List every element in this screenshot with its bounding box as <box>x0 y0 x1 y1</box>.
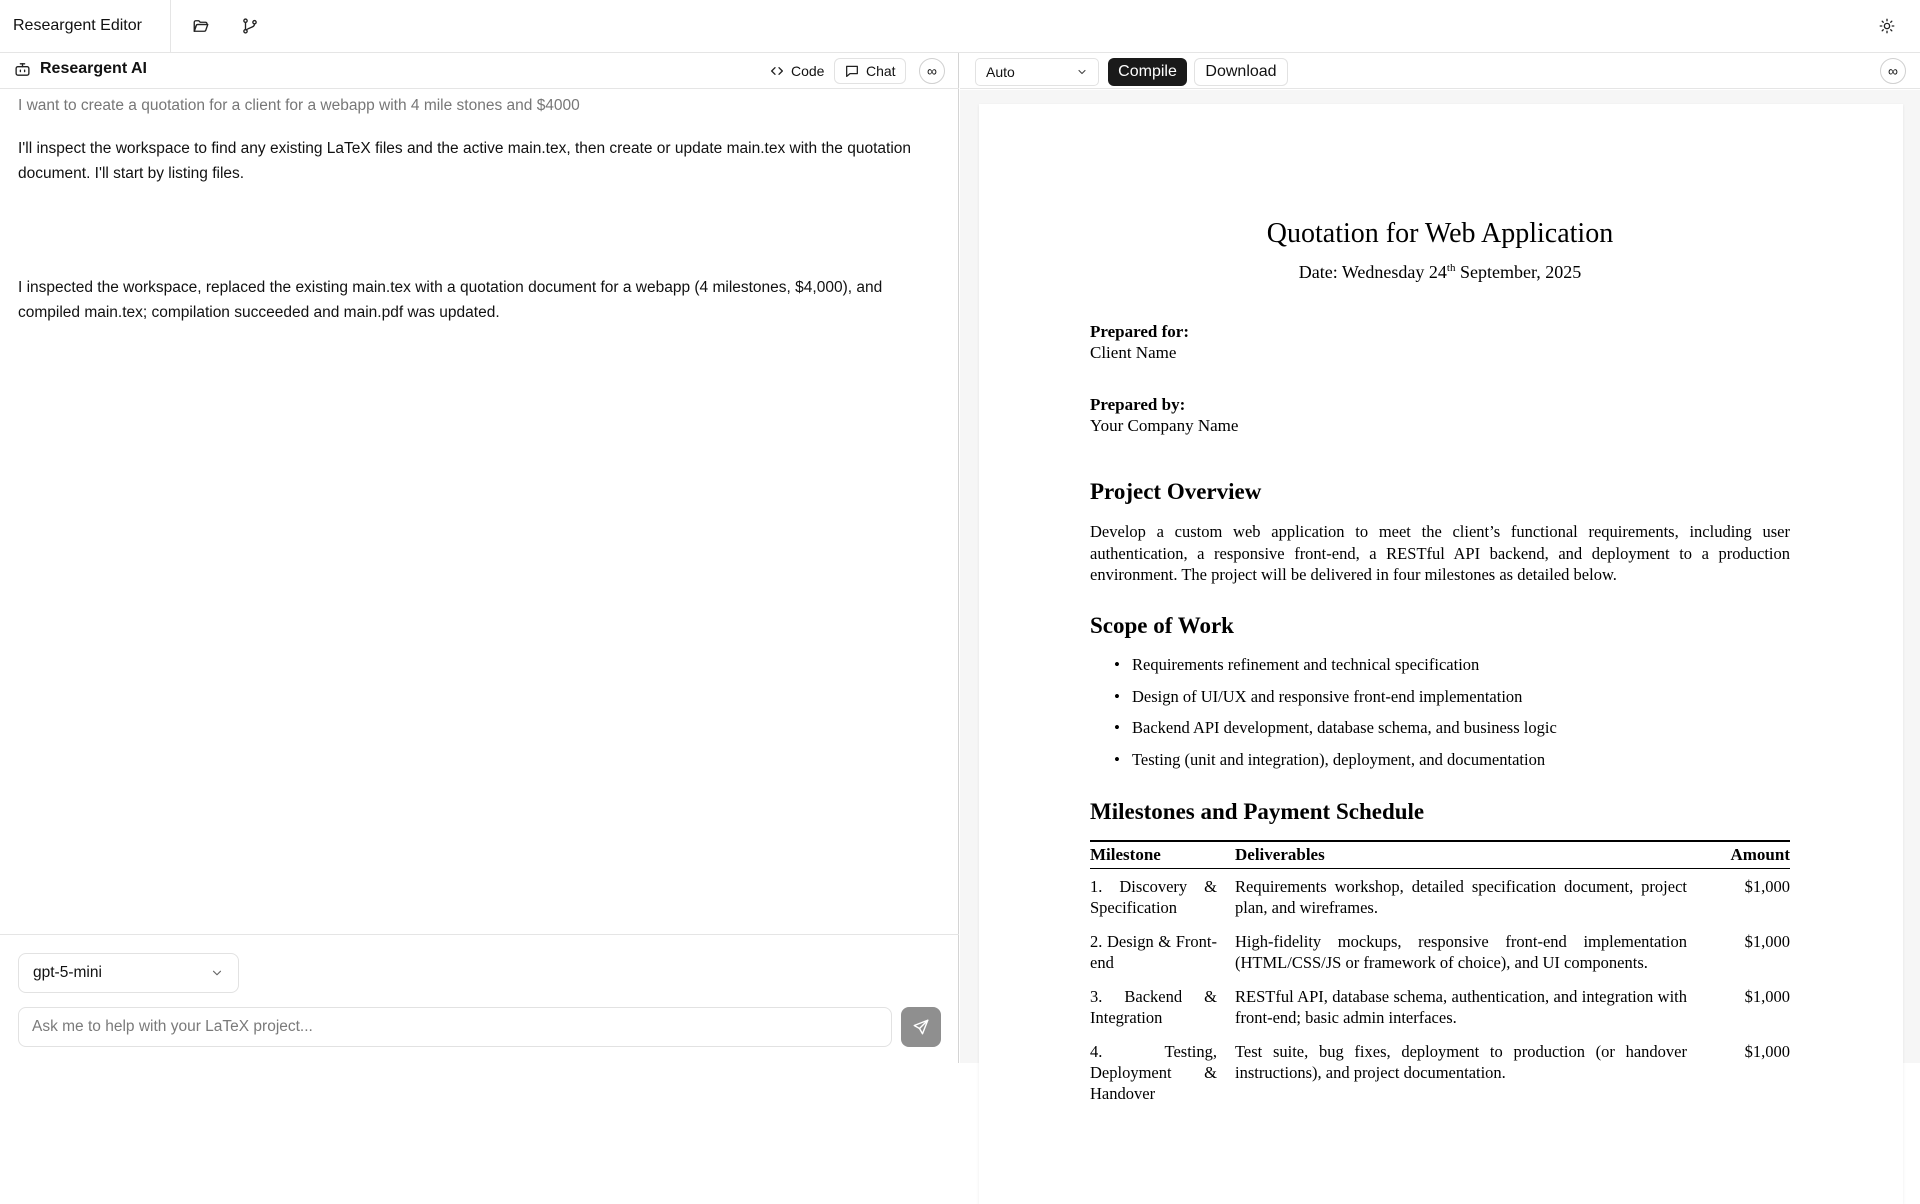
download-button[interactable]: Download <box>1194 58 1288 86</box>
overview-paragraph: Develop a custom web application to meet the client’s functional requirements, including user authentication, a responsive front-end, a RESTful API backend, and deployment to a production environment. The project will be delivered in four milestones as detailed below. <box>1090 522 1790 584</box>
user-message: I want to create a quotation for a client for a webapp with 4 mile stones and $4000 <box>18 97 580 114</box>
date-suffix: September, 2025 <box>1455 262 1582 282</box>
folder-open-icon[interactable] <box>188 13 214 39</box>
model-select[interactable] <box>18 953 239 993</box>
chat-panel <box>0 53 959 1063</box>
prepared-by-value: Your Company Name <box>1090 416 1239 435</box>
compile-mode-value: Auto <box>986 64 1015 80</box>
chat-panel-header <box>0 53 959 89</box>
milestone-amount: $1,000 <box>1744 1042 1790 1061</box>
chevron-down-icon <box>210 966 224 980</box>
composer-divider <box>0 934 959 935</box>
scope-item: • Design of UI/UX and responsive front-end implementation <box>1114 686 1790 718</box>
milestone-deliverables: High-fidelity mockups, responsive front-end implementation (HTML/CSS/JS or framework of choice), and UI components. <box>1235 932 1687 972</box>
model-select-value: gpt-5-mini <box>33 964 102 981</box>
document-date <box>1090 262 1790 283</box>
table-header-row <box>1090 841 1790 869</box>
document-title: Quotation for Web Application <box>1266 218 1614 249</box>
date-prefix: Date: Wednesday 24 <box>1298 262 1447 282</box>
tab-code[interactable] <box>760 58 833 84</box>
milestone-deliverables: Requirements workshop, detailed specification document, project plan, and wireframes. <box>1235 877 1687 917</box>
top-bar <box>0 0 1920 53</box>
milestone-name: 4. Testing, Deployment & Handover <box>1090 1042 1217 1103</box>
chevron-down-icon <box>1076 66 1088 78</box>
milestones-heading: Milestones and Payment Schedule <box>1090 799 1425 824</box>
chat-panel-title <box>14 60 147 78</box>
git-branch-icon[interactable] <box>237 13 263 39</box>
table-row <box>1090 979 1790 1034</box>
sun-icon[interactable] <box>1874 13 1900 39</box>
preview-more-button[interactable]: ∞ <box>1880 58 1906 84</box>
chat-input[interactable] <box>18 1007 892 1047</box>
tab-code-label: Code <box>791 63 825 79</box>
compile-button[interactable]: Compile <box>1108 58 1187 86</box>
prepared-for-label: Prepared for: <box>1090 322 1189 341</box>
milestones-table <box>1090 840 1790 1110</box>
milestone-deliverables: Test suite, bug fixes, deployment to production (or handover instructions), and project documentation. <box>1235 1042 1687 1082</box>
date-ordinal: th <box>1446 262 1456 274</box>
send-icon <box>912 1018 930 1036</box>
assistant-message: I inspected the workspace, replaced the existing main.tex with a quotation document for a webapp (4 milestones, $4,000), and compiled main.tex; compilation succeeded and main.pdf was updated. <box>18 279 883 321</box>
scope-item: • Requirements refinement and technical specification <box>1114 654 1790 686</box>
pdf-viewer[interactable] <box>960 90 1920 1103</box>
prepared-by-label: Prepared by: <box>1090 395 1186 414</box>
header-milestone: Milestone <box>1090 845 1161 864</box>
preview-panel <box>960 53 1920 1103</box>
message-square-icon <box>844 63 860 79</box>
milestone-deliverables: RESTful API, database schema, authentication, and integration with front-end; basic admin interfaces. <box>1235 987 1687 1027</box>
table-row <box>1090 869 1790 925</box>
table-row <box>1090 1034 1790 1110</box>
compile-mode-select[interactable] <box>975 58 1099 86</box>
scope-item: • Testing (unit and integration), deployment, and documentation <box>1114 749 1790 781</box>
milestone-amount: $1,000 <box>1744 932 1790 951</box>
prepared-for-value: Client Name <box>1090 343 1177 362</box>
tab-chat-label: Chat <box>866 63 896 79</box>
milestone-name: 2. Design & Front-end <box>1090 932 1217 972</box>
assistant-message: I'll inspect the workspace to find any existing LaTeX files and the active main.tex, then create or update main.tex with the quotation document. I'll start by listing files. <box>18 140 911 182</box>
milestone-amount: $1,000 <box>1744 987 1790 1006</box>
pdf-page <box>979 104 1903 1204</box>
milestone-name: 1. Discovery & Specification <box>1090 877 1217 917</box>
header-deliverables: Deliverables <box>1235 845 1325 864</box>
overview-heading: Project Overview <box>1090 479 1262 504</box>
bot-icon <box>14 61 31 78</box>
scope-item: • Backend API development, database schema, and business logic <box>1114 717 1790 749</box>
chat-panel-title-text: Researgent AI <box>40 60 147 77</box>
header-amount: Amount <box>1730 845 1790 864</box>
chat-more-button[interactable]: ∞ <box>919 58 945 84</box>
milestone-amount: $1,000 <box>1744 877 1790 896</box>
code-icon <box>769 63 785 79</box>
table-row <box>1090 924 1790 979</box>
tab-chat[interactable] <box>834 58 906 84</box>
milestone-name: 3. Backend & Integration <box>1090 987 1217 1027</box>
send-button[interactable] <box>901 1007 941 1047</box>
app-title: Researgent Editor <box>0 0 171 52</box>
preview-toolbar <box>960 53 1920 89</box>
scope-list <box>1114 654 1790 780</box>
scope-heading: Scope of Work <box>1090 613 1234 638</box>
